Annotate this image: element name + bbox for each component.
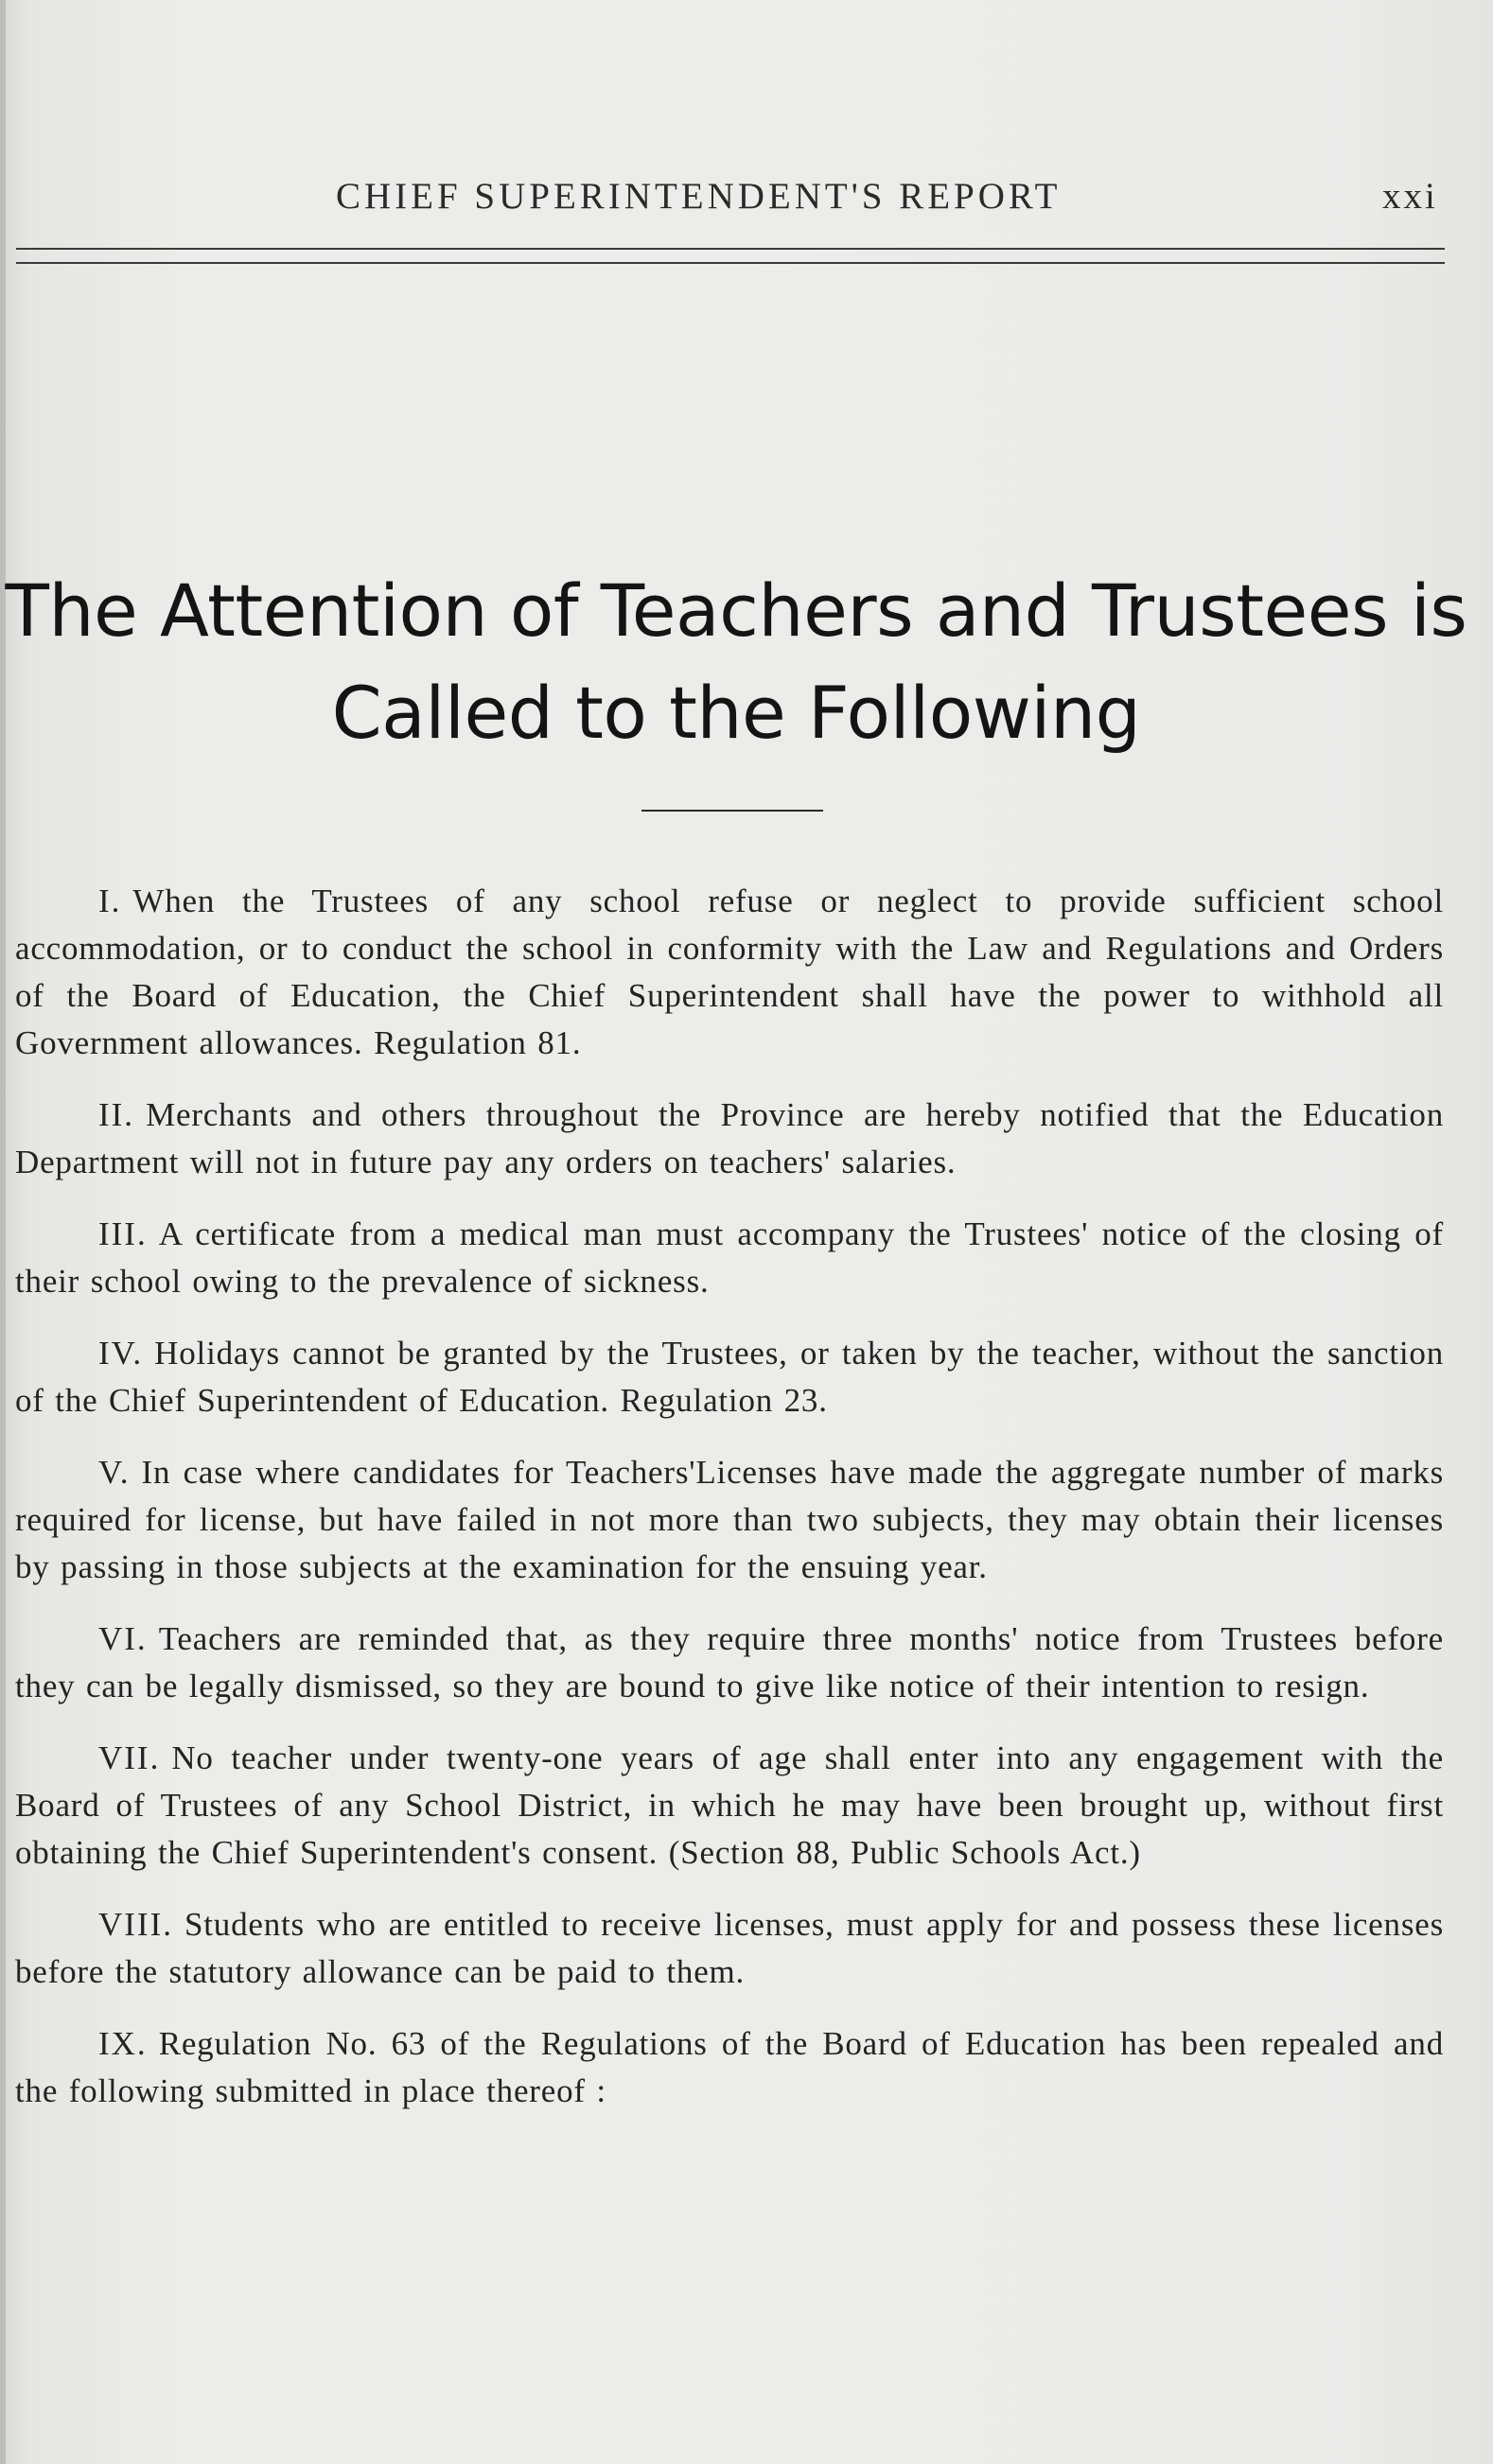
title-line-1: The Attention of Teachers and Trustees is — [5, 568, 1467, 653]
paragraph-text: Students who are entitled to receive licenses, must apply for and possess these licenses before the statutory allowance can be paid to them. — [15, 1906, 1444, 1990]
paragraph-numeral: III. — [98, 1215, 148, 1252]
paragraph-ii — [15, 1092, 1444, 1186]
paragraph-text: A certificate from a medical man must accompany the Trustees' notice of the closing of their school owing to the prevalence of sickness. — [15, 1215, 1444, 1300]
paragraph-iv — [15, 1330, 1444, 1424]
paragraph-numeral: V. — [98, 1454, 131, 1491]
paragraph-vii — [15, 1735, 1444, 1877]
title-divider — [641, 810, 823, 812]
paragraph-numeral: VIII. — [98, 1906, 173, 1943]
paragraph-numeral: IV. — [98, 1335, 144, 1372]
paragraph-numeral: II. — [98, 1096, 135, 1133]
title-line-2: Called to the Following — [331, 671, 1141, 755]
paragraph-text: When the Trustees of any school refuse or neglect to provide sufficient school accommodation, or to conduct the school in conformity with the Law and Regulations and Orders of the Board of Education, the Chief Superintendent shall have the power to withhold all Government allowances. Regulation 81. — [15, 882, 1444, 1061]
paragraph-text: Merchants and others throughout the Province are hereby notified that the Education Department will not in future pay any orders on teachers' salaries. — [15, 1096, 1444, 1180]
paragraph-text: Regulation No. 63 of the Regulations of the Board of Education has been repealed and the following submitted in place thereof : — [15, 2025, 1444, 2109]
paragraph-iii — [15, 1211, 1444, 1305]
paragraph-numeral: I. — [98, 882, 122, 919]
paragraph-numeral: VII. — [98, 1739, 161, 1776]
paragraph-numeral: VI. — [98, 1620, 148, 1657]
page-title — [0, 560, 1472, 764]
header-rule-bottom — [16, 262, 1445, 264]
paragraph-v — [15, 1449, 1444, 1591]
running-header — [0, 175, 1493, 232]
paragraph-ix — [15, 2020, 1444, 2115]
page-spine-shadow — [0, 0, 6, 2464]
paragraph-text: Teachers are reminded that, as they require three months' notice from Trustees before they can be legally dismissed, so they are bound to give like notice of their intention to resign. — [15, 1620, 1444, 1704]
body-text — [15, 878, 1444, 2140]
paragraph-numeral: IX. — [98, 2025, 148, 2062]
paragraph-vi — [15, 1616, 1444, 1710]
paragraph-text: No teacher under twenty-one years of age shall enter into any engagement with the Board of Trustees of any School District, in which he may have been brought up, without first obtaining the Chief Superintendent's consent. (Section 88, Public Schools Act.) — [15, 1739, 1444, 1871]
paragraph-text: In case where candidates for Teachers'Licenses have made the aggregate number of marks required for license, but have failed in not more than two subjects, they may obtain their licenses by passing in those subjects at the examination for the ensuing year. — [15, 1454, 1444, 1585]
paragraph-viii — [15, 1901, 1444, 1996]
header-rule-top — [16, 248, 1445, 250]
page-number: xxi — [1382, 176, 1438, 217]
running-title: CHIEF SUPERINTENDENT'S REPORT — [336, 176, 1062, 217]
paragraph-i — [15, 878, 1444, 1067]
paragraph-text: Holidays cannot be granted by the Trustees, or taken by the teacher, without the sanction of the Chief Superintendent of Education. Regulation 23. — [15, 1335, 1444, 1419]
